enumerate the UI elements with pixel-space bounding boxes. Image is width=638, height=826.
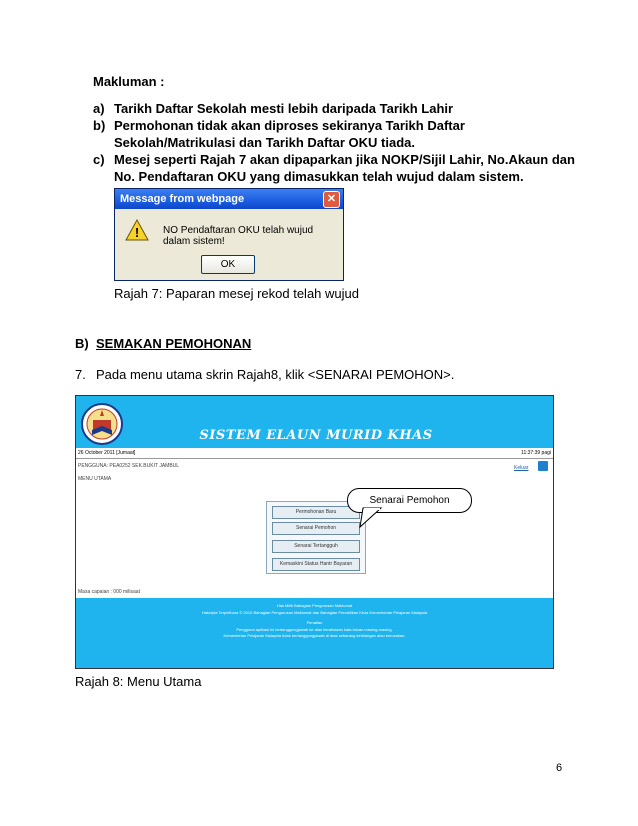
makluman-heading: Makluman : — [93, 74, 165, 89]
menu-label: MENU UTAMA — [78, 476, 112, 482]
note-c-line1: Mesej seperti Rajah 7 akan dipaparkan jika NOKP/Sijil Lahir, No.Akaun dan — [114, 152, 575, 167]
footer-line-4: Pengguna aplikasi ini bertanggungjawab ke atas kerahsiaan kata laluan masing-masing. — [236, 627, 393, 632]
close-icon[interactable]: ✕ — [323, 191, 340, 208]
note-c-marker: c) — [93, 152, 105, 167]
step-number: 7. — [75, 367, 86, 382]
footer-line-3: Penafian — [306, 620, 323, 625]
page-number: 6 — [556, 762, 563, 774]
app-title: SISTEM ELAUN MURID KHAS — [199, 428, 433, 443]
app-header — [76, 396, 553, 448]
note-c-line2: No. Pendaftaran OKU yang dimasukkan telah wujud dalam sistem. — [114, 169, 524, 184]
date-bar — [76, 448, 553, 459]
note-b-marker: b) — [93, 118, 106, 133]
callout-bubble: Senarai Pemohon — [347, 488, 472, 513]
menu-button-permohonan-baru[interactable]: Permohonan Baru — [272, 506, 360, 519]
dialog-title: Message from webpage — [120, 193, 245, 205]
section-marker: B) — [75, 336, 89, 351]
note-a-line1: Tarikh Daftar Sekolah mesti lebih daripada Tarikh Lahir — [114, 101, 454, 116]
menu-button-senarai-pemohon[interactable]: Senarai Pemohon — [272, 522, 360, 535]
warning-icon — [125, 219, 149, 241]
footer-line-2: Hakcipta Terpelihara © 2010 Bahagian Pengurusan Maklumat dan Bahagian Pendidikan Khas Kementerian Pelajaran Malaysia — [201, 610, 428, 615]
date-text: 26 October 2011 [Jumaat] — [78, 450, 136, 456]
message-dialog — [114, 188, 344, 281]
step-text: Pada menu utama skrin Rajah8, klik <SENARAI PEMOHON>. — [96, 367, 455, 382]
app-footer — [76, 598, 553, 668]
note-a-marker: a) — [93, 101, 105, 116]
ok-button[interactable]: OK — [201, 255, 255, 274]
footer-line-1: Hak Milik Bahagian Pengurusan Maklumat — [276, 603, 353, 608]
note-b-line2: Sekolah/Matrikulasi dan Tarikh Daftar OKU tiada. — [114, 135, 416, 150]
logout-link[interactable]: Keluar — [514, 465, 529, 471]
figure7-caption: Rajah 7: Paparan mesej rekod telah wujud — [114, 286, 359, 301]
dialog-message: NO Pendaftaran OKU telah wujud dalam sistem! — [163, 225, 314, 247]
warning-glyph: ! — [134, 225, 140, 240]
note-b-line1: Permohonan tidak akan diproses sekiranya Tarikh Daftar — [114, 118, 465, 133]
callout-pointer — [359, 506, 389, 530]
user-info: PENGGUNA: PEA0252 SEK.BUKIT JAMBUL — [78, 463, 180, 469]
main-menu-screenshot — [75, 395, 554, 669]
menu-button-senarai-tertangguh[interactable]: Senarai Tertangguh — [272, 540, 360, 553]
figure8-caption: Rajah 8: Menu Utama — [75, 674, 202, 689]
menu-button-kemaskini-status[interactable]: Kemaskini Status Hantr Bayaran — [272, 558, 360, 571]
load-time: Masa capaian : 000 milisaat — [78, 589, 140, 595]
footer-line-5: Kementerian Pelajaran Malaysia tidak bertanggungjawab di atas sebarang kehilangan atau kerosakan. — [223, 633, 406, 638]
section-title: SEMAKAN PEMOHONAN — [96, 336, 252, 351]
time-text: 11:37:39 pagi — [521, 450, 551, 456]
logout-icon[interactable] — [538, 461, 548, 471]
dialog-title-bar — [115, 189, 343, 209]
main-menu-panel — [266, 501, 366, 574]
